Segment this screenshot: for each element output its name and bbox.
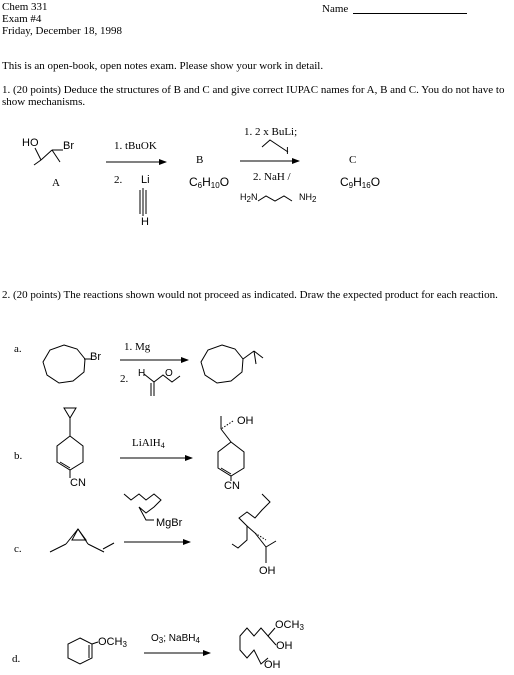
q1-step2-reagent1: 1. 2 x BuLi; bbox=[244, 126, 298, 138]
q2d-och3-label: $OCH_3$ bbox=[98, 636, 127, 649]
exam-date: Friday, December 18, 1998 bbox=[2, 25, 122, 37]
q2d-product-oh2-label: OH bbox=[264, 659, 281, 671]
q1-ho-label: HO bbox=[22, 137, 39, 149]
name-label: Name bbox=[322, 3, 349, 15]
compound-b-label: B bbox=[196, 154, 204, 166]
q2a-br-label: Br bbox=[90, 351, 101, 363]
q2a-product-ring bbox=[201, 345, 243, 383]
q2a-formate-o-label: O bbox=[165, 368, 173, 379]
question-2-text: 2. (20 points) The reactions shown would not proceed as indicated. Draw the expected product for each reaction. bbox=[2, 289, 498, 301]
iodobutane-chain bbox=[262, 140, 288, 152]
cycloheptyl-ring bbox=[43, 345, 85, 383]
q1-iodo-label: I bbox=[286, 146, 289, 157]
q2a-formate-h-label: H bbox=[138, 368, 146, 379]
q1-diamine-right-label: $NH_2$ bbox=[299, 192, 317, 204]
q2b-oh-label: OH bbox=[237, 415, 254, 427]
q2d-product-och3-label: $OCH_3$ bbox=[275, 619, 304, 632]
q2b-product-ring bbox=[218, 442, 244, 476]
q1-step1-reagent1: 1. tBuOK bbox=[114, 140, 157, 152]
epoxide-ring bbox=[64, 408, 76, 418]
q1-br-label: Br bbox=[63, 140, 74, 152]
exam-number: Exam #4 bbox=[2, 13, 42, 25]
acetylene-structure bbox=[140, 188, 146, 216]
q2b-start-ring bbox=[57, 436, 83, 470]
q1-acetylene-h-label: H bbox=[141, 216, 149, 228]
q2b-cn-label: CN bbox=[70, 477, 86, 489]
compound-c-label: C bbox=[349, 154, 357, 166]
q2b-label: b. bbox=[14, 450, 23, 462]
q2d-start-ring bbox=[68, 638, 92, 664]
compound-a-structure bbox=[34, 148, 63, 165]
q1-lithium-label: Li bbox=[141, 174, 150, 186]
q2d-product-chain bbox=[240, 628, 275, 664]
q2c-mgbr-label: MgBr bbox=[156, 517, 183, 529]
question-1-text: 1. (20 points) Deduce the structures of B and C and give correct IUPAC names for A, B and C. You do not have to show mechanisms. bbox=[2, 84, 505, 108]
q2b-reagent: LiAlH$_4$ bbox=[132, 437, 165, 450]
grignard-chain bbox=[124, 494, 161, 520]
q1-step1-reagent2: 2. bbox=[114, 174, 123, 186]
q2b-product-cn-label: CN bbox=[224, 480, 240, 492]
q2a-reagent1: 1. Mg bbox=[124, 341, 151, 353]
exam-instructions: This is an open-book, open notes exam. Please show your work in detail. bbox=[2, 60, 324, 72]
q2c-label: c. bbox=[14, 543, 22, 555]
compound-a-label: A bbox=[52, 177, 60, 189]
q2d-label: d. bbox=[12, 653, 21, 665]
q1-diamine-left-label: $H_2N$ bbox=[240, 192, 258, 204]
course-title: Chem 331 bbox=[2, 1, 48, 13]
q2a-label: a. bbox=[14, 343, 22, 355]
q2d-product-oh1-label: OH bbox=[276, 640, 293, 652]
ethyl-formate-chain bbox=[144, 374, 180, 382]
diamine-chain bbox=[258, 196, 292, 201]
q2d-reagent: $O_3$; NaBH$_4$ bbox=[151, 633, 200, 645]
compound-c-formula: $C_9H_{16}O$ bbox=[340, 175, 381, 190]
q1-step2-reagent2: 2. NaH / bbox=[253, 171, 291, 183]
q2c-oh-label: OH bbox=[259, 565, 276, 577]
q2c-product-chain bbox=[232, 494, 270, 548]
compound-b-formula: $C_6H_{10}O$ bbox=[189, 175, 230, 190]
q2a-reagent2: 2. bbox=[120, 373, 129, 385]
